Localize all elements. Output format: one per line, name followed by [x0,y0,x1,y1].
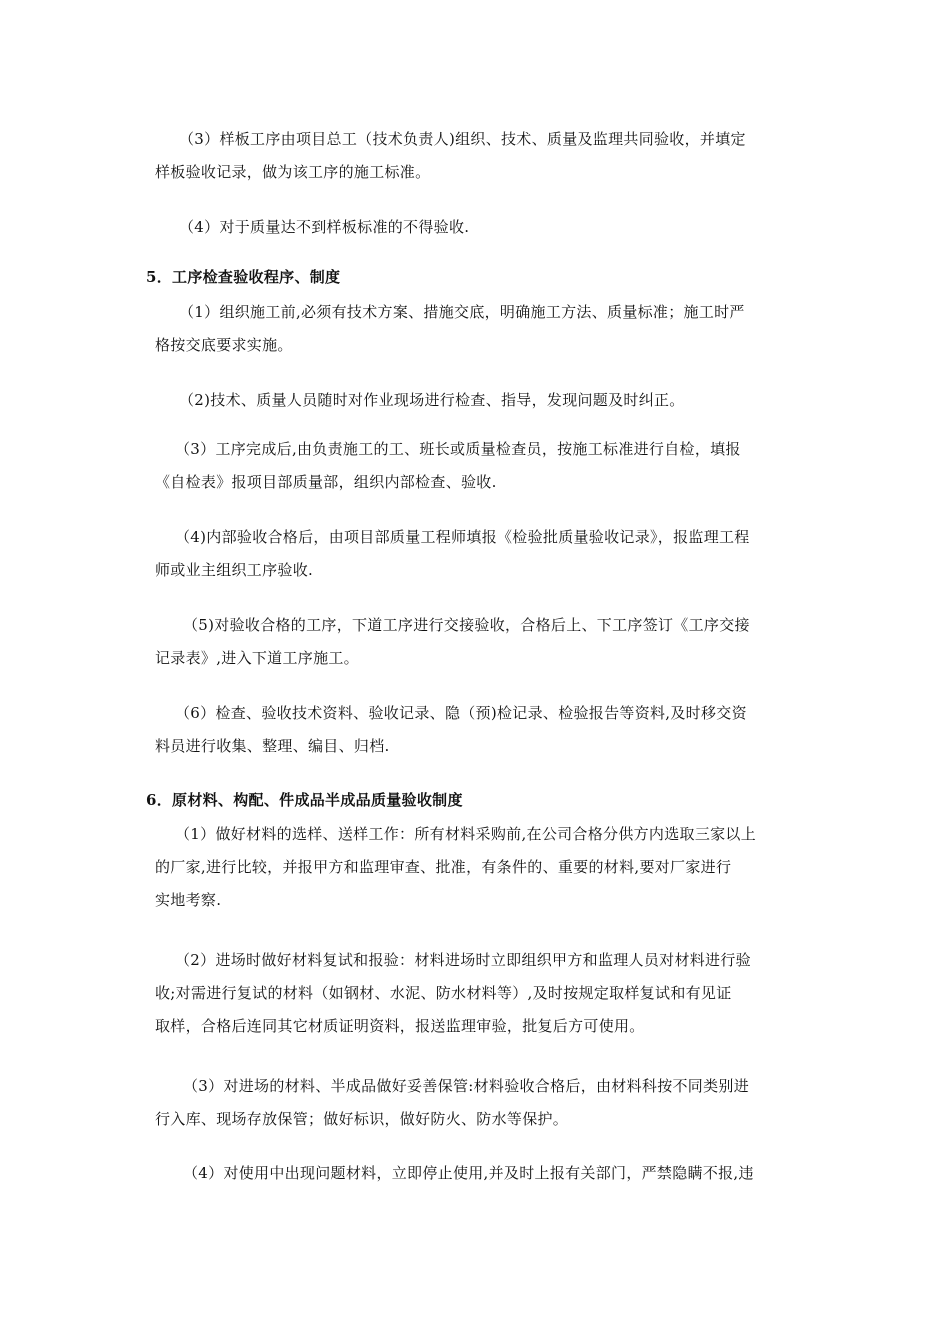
text-line: （3）工序完成后,由负责施工的工、班长或质量检查员，按施工标准进行自检，填报 [175,440,741,458]
text-line: （1）做好材料的选样、送样工作：所有材料采购前,在公司合格分供方内选取三家以上 [175,825,757,843]
text-line: （4)内部验收合格后，由项目部质量工程师填报《检验批质量验收记录》，报监理工程 [175,528,750,546]
text-line: 《自检表》报项目部质量部，组织内部检查、验收. [155,473,497,491]
paragraph-5-3b [155,433,807,499]
text-line: （4）对于质量达不到样板标准的不得验收. [179,218,470,236]
text-line: 记录表》,进入下道工序施工。 [155,649,359,667]
text-line: 的厂家,进行比较，并报甲方和监理审查、批准，有条件的、重要的材料,要对厂家进行 [155,858,732,876]
text-line: 取样，合格后连同其它材质证明资料，报送监理审验，批复后方可使用。 [155,1017,645,1035]
section-heading-5: 5．工序检查验收程序、制度 [146,268,341,286]
text-line: （6）检查、验收技术资料、验收记录、隐（预)检记录、检验报告等资料,及时移交资 [175,704,747,722]
paragraph-6-4 [155,1157,807,1190]
text-line: 行入库、现场存放保管；做好标识，做好防火、防水等保护。 [155,1110,569,1128]
paragraph-6-2 [155,944,807,1043]
section-heading-6: 6．原材料、构配、件成品半成品质量验收制度 [146,791,463,809]
text-line: 收;对需进行复试的材料（如钢材、水泥、防水材料等）,及时按规定取样复试和有见证 [155,984,732,1002]
paragraph-5-4 [155,211,807,244]
text-line: （4）对使用中出现问题材料，立即停止使用,并及时上报有关部门，严禁隐瞒不报,违 [183,1164,754,1182]
text-line: （3）对进场的材料、半成品做好妥善保管:材料验收合格后，由材料科按不同类别进 [183,1077,750,1095]
text-line: 样板验收记录，做为该工序的施工标准。 [155,163,431,181]
paragraph-5-6 [155,697,807,763]
paragraph-5-3 [155,123,807,189]
text-line: （3）样板工序由项目总工（技术负责人)组织、技术、质量及监理共同验收，并填定 [179,130,746,148]
paragraph-5-5 [155,609,807,675]
paragraph-5-2 [155,384,807,417]
paragraph-5-4b [155,521,807,587]
paragraph-5-1 [155,296,807,362]
text-line: （5)对验收合格的工序，下道工序进行交接验收，合格后上、下工序签订《工序交接 [183,616,750,634]
text-line: 实地考察. [155,891,222,909]
text-line: （2)技术、质量人员随时对作业现场进行检查、指导，发现问题及时纠正。 [179,391,685,409]
paragraph-6-1 [155,818,807,917]
paragraph-6-3 [155,1070,807,1136]
text-line: （2）进场时做好材料复试和报验：材料进场时立即组织甲方和监理人员对材料进行验 [175,951,751,969]
text-line: 师或业主组织工序验收. [155,561,314,579]
text-line: （1）组织施工前,必须有技术方案、措施交底，明确施工方法、质量标准；施工时严 [179,303,745,321]
text-line: 格按交底要求实施。 [155,336,293,354]
text-line: 料员进行收集、整理、编目、归档. [155,737,390,755]
